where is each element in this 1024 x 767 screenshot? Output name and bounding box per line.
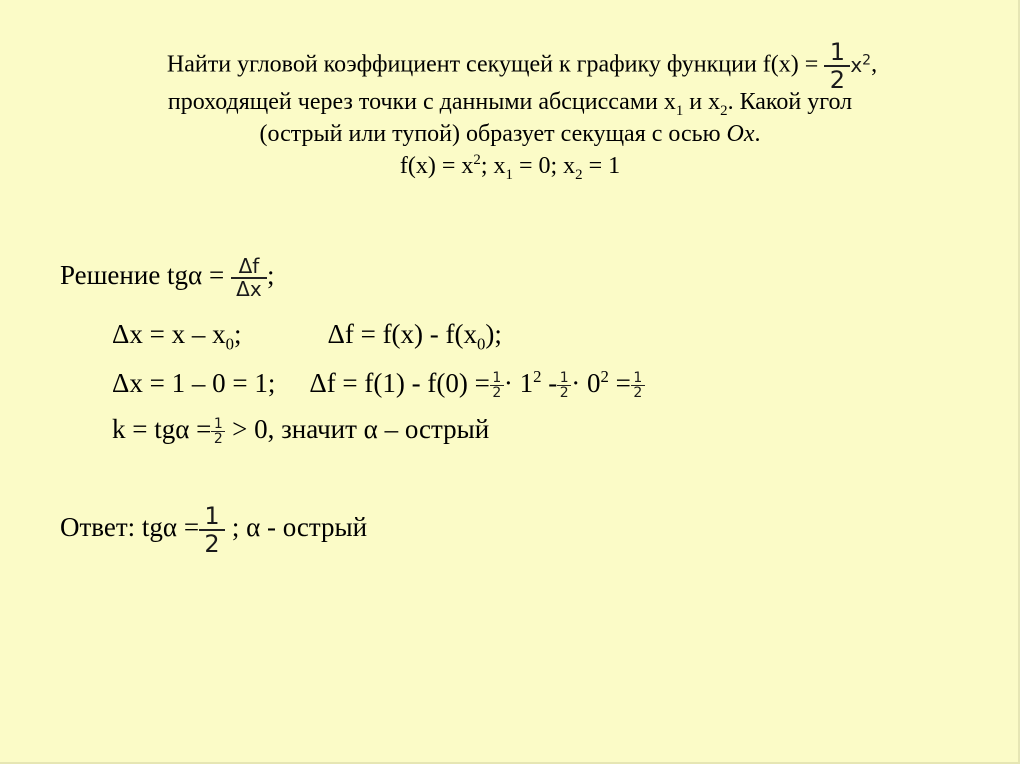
x-squared: $x^2$: [850, 51, 872, 77]
problem-line-3: (острый или тупой) образует секущая с осью Ox.: [259, 121, 761, 147]
axis-ox: Ox: [726, 121, 755, 147]
one-half-fraction: $\frac{1}{2}$: [557, 371, 571, 400]
solution-row-increments: $\Delta x = x - x_0$; $\Delta f = f(x) - f(x_0)$;: [112, 319, 502, 354]
answer: Ответ: tgα = $\frac{1}{2}$ ; α - острый: [60, 502, 368, 558]
delta-f-over-delta-x: $\frac{\Delta f}{\Delta x}$: [231, 256, 267, 300]
one-half-fraction: $\frac{1}{2}$: [199, 504, 225, 556]
solution-row-slope: k = tgα = $\frac{1}{2}$ > 0, значит α – острый: [112, 414, 490, 448]
one-half-fraction: $\frac{1}{2}$: [490, 371, 504, 400]
solution-row-values: Δx = 1 – 0 = 1; Δf = f(1) - f(0) = $\frac{1}{2}$ · $1^2$ - $\frac{1}{2}$ · $0^2$ = $\frac{1}{2}$: [112, 368, 645, 400]
problem-line-2: проходящей через точки с данными абсциссами $x_1$ и $x_2$. Какой угол: [167, 89, 853, 119]
solution-title: Решение tgα = $\frac{\Delta f}{\Delta x}$ ;: [60, 254, 275, 301]
problem-given: $f(x) = x^2$; $x_1 = 0$; $x_2 = 1$: [399, 152, 621, 183]
problem-statement: [60, 40, 960, 183]
problem-line-1: Найти угловой коэффициент секущей к графику функции f(x) = $\frac{1}{2}$ $x^2$,: [166, 38, 878, 94]
one-half-fraction: $\frac{1}{2}$: [631, 371, 645, 400]
one-half-fraction: $\frac{1}{2}$: [211, 417, 225, 446]
one-half-fraction: $\frac{1}{2}$: [824, 40, 850, 92]
